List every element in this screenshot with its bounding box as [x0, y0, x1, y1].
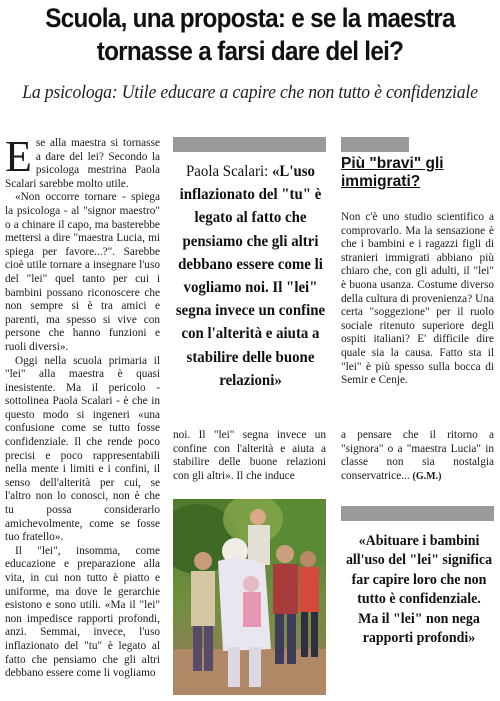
headline-line-2: tornasse a farsi dare del lei?	[96, 36, 404, 66]
sidebar-body: Non c'è uno studio scientifico a comprovarlo. Ma la sensazione è che i bambini e i ragazzi figli di stranieri immigrati abbiano più chiaro che, con gli adulti, il "lei" è buona usanza. Costume diverso della cultura di provenienza? Una certa "soggezione" per il ruolo sociale ritenuto superiore degli ospiti italiani? E' difficile dire quale sia la causa. Fatto sta il "lei" è più spesso sulla bocca di Semir e Cenje.	[341, 211, 494, 387]
children-photo	[173, 499, 326, 695]
subheadline: La psicologa: Utile educare a capire che non tutto è confidenziale	[22, 82, 478, 103]
article-ending: a pensare che il ritorno a "signora" o a "maestra Lucia" in classe non sia nostalgia conservatrice... (G.M.)	[341, 429, 494, 482]
sidebar-bar-top	[341, 137, 409, 152]
pull-quote-scalari	[174, 160, 327, 392]
headline-line-1: Scuola, una proposta: e se la maestra	[45, 3, 455, 33]
pull-quote-bambini: «Abituare i bambini all'uso del "lei" significa far capire loro che non tutto è confidenziale. Ma il "lei" non nega rapporti profondi»	[345, 533, 493, 647]
article-paragraph-2: «Non occorre tornare - spiega la psicologa - al "signor maestro" o a chinare il capo, ma basterebbe mettersi a dire "maestra Lucia, mi spiega per favore...?". Sarebbe cioè utile tornare a insegnare l'uso del "lei" quel tanto per cui i bambini possano riconoscere che non sempre si è tra amici e parenti, ma spesso si vive con persone che hanno funzioni e ruoli diversi».	[5, 191, 160, 353]
signature: (G.M.)	[412, 470, 442, 482]
drop-cap: E	[5, 132, 32, 181]
pullquote-bar-top	[173, 137, 326, 152]
pull-quote-speaker: Paola Scalari:	[186, 163, 272, 180]
article-paragraph-1: Ese alla maestra si tornasse a dare del lei? Secondo la psicologa mestrina Paola Scalari sarebbe molto utile.	[5, 132, 160, 190]
headline	[25, 2, 475, 68]
article-paragraph-3: Oggi nella scuola primaria il "lei" alla maestra è quasi inesistente. Ma il pericolo - sottolinea Paola Scalari - è che in questo modo si ingeneri «una confusione come se tutto fosse confidenziale. Il che rende poco precisi e poco rappresentabili nella mente i limiti e i confini, il senso dell'alterità per cui, se l'altro non lo conosci, non è che tu possa considerarlo amichevolmente, come se fosse tuo fratello».	[5, 354, 160, 544]
pull-quote-text: «L'uso inflazionato del "tu" è legato al fatto che pensiamo che gli altri debbano essere come li vogliamo noi. Il "lei" segna invece un confine con l'alterità e aiuta a stabilire delle buone relazioni»	[175, 163, 326, 389]
article-column-1	[5, 132, 160, 681]
pullquote2-bar-top	[341, 506, 494, 521]
article-paragraph-4: Il "lei", insomma, come educazione e preparazione alla vita, in cui non tutto è piatto e uniforme, ma dove le gerarchie esistono e sono utili. «Ma il "lei" non impedisce rapporti profondi, anzi. Semmai, invece, l'uso inflazionato del "tu" è legato al fatto che pensiamo che gli altri debbano essere come li vogliamo	[5, 544, 160, 680]
article-continuation: noi. Il "lei" segna invece un confine con l'alterità e aiuta a stabilire delle buone relazioni con gli altri». Il che induce	[173, 429, 326, 482]
sidebar-title: Più "bravi" gli immigrati?	[341, 155, 444, 190]
